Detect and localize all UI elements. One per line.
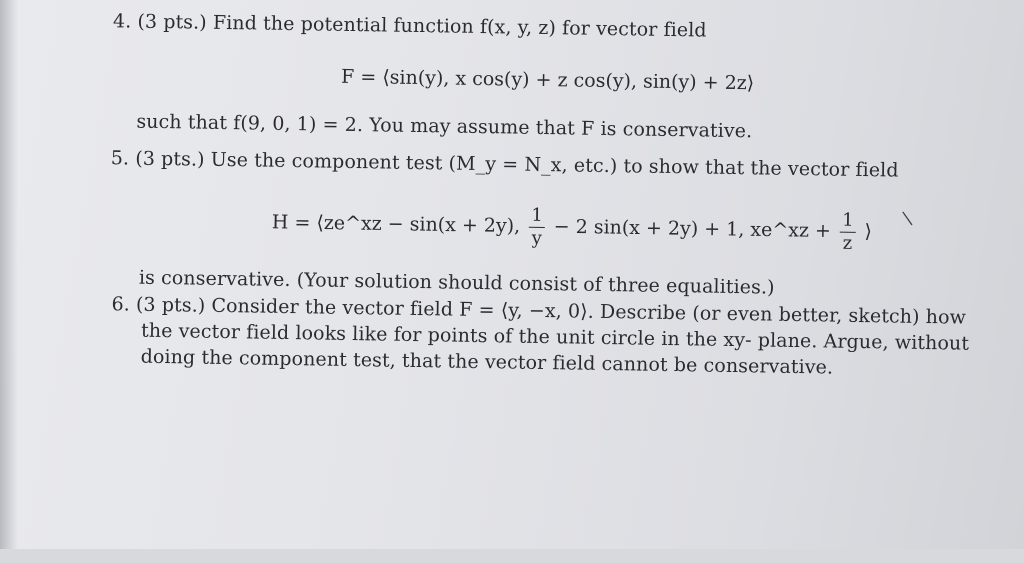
- fraction-1-numerator: 1: [529, 205, 545, 228]
- problem-6-line-2: the vector field looks like for points of the unit circle in the xy- plane. Argue, without: [140, 319, 970, 355]
- problem-4-number: 4.: [112, 10, 132, 33]
- fraction-1-denominator: y: [531, 227, 543, 249]
- fraction-1-over-z: [840, 210, 856, 255]
- problem-5-text: (3 pts.) Use the component test (M_y = N_x, etc.) to show that the vector field: [135, 147, 899, 182]
- fraction-1-over-y: [529, 205, 545, 250]
- problem-4-intro: [113, 10, 707, 41]
- problem-5-intro: [111, 147, 899, 181]
- fraction-2-numerator: 1: [840, 210, 856, 233]
- equation-part-3: ⟩: [864, 220, 873, 243]
- problem-4-text: (3 pts.) Find the potential function f(x, y, z) for vector field: [137, 10, 707, 42]
- problem-5-equation: [271, 201, 872, 255]
- problem-6-line-3: doing the component test, that the vector field cannot be conservative.: [140, 345, 834, 379]
- fraction-2-denominator: z: [842, 232, 853, 254]
- pencil-stroke-mark: |: [899, 208, 915, 227]
- problem-4-followup: such that f(9, 0, 1) = 2. You may assume that F is conservative.: [136, 110, 753, 143]
- equation-part-1: H = ⟨ze^xz − sin(x + 2y),: [271, 211, 521, 238]
- problem-6-text-1: (3 pts.) Consider the vector field F = ⟨y, −x, 0⟩. Describe (or even better, sketch) how: [135, 293, 967, 329]
- problem-5-number: 5.: [110, 147, 130, 170]
- equation-part-2: − 2 sin(x + 2y) + 1, xe^xz +: [553, 215, 832, 243]
- problem-4-equation: F = ⟨sin(y), x cos(y) + z cos(y), sin(y) + 2z⟩: [340, 65, 755, 95]
- problem-5-followup: is conservative. (Your solution should consist of three equalities.): [138, 266, 775, 299]
- problem-6-number: 6.: [111, 293, 131, 316]
